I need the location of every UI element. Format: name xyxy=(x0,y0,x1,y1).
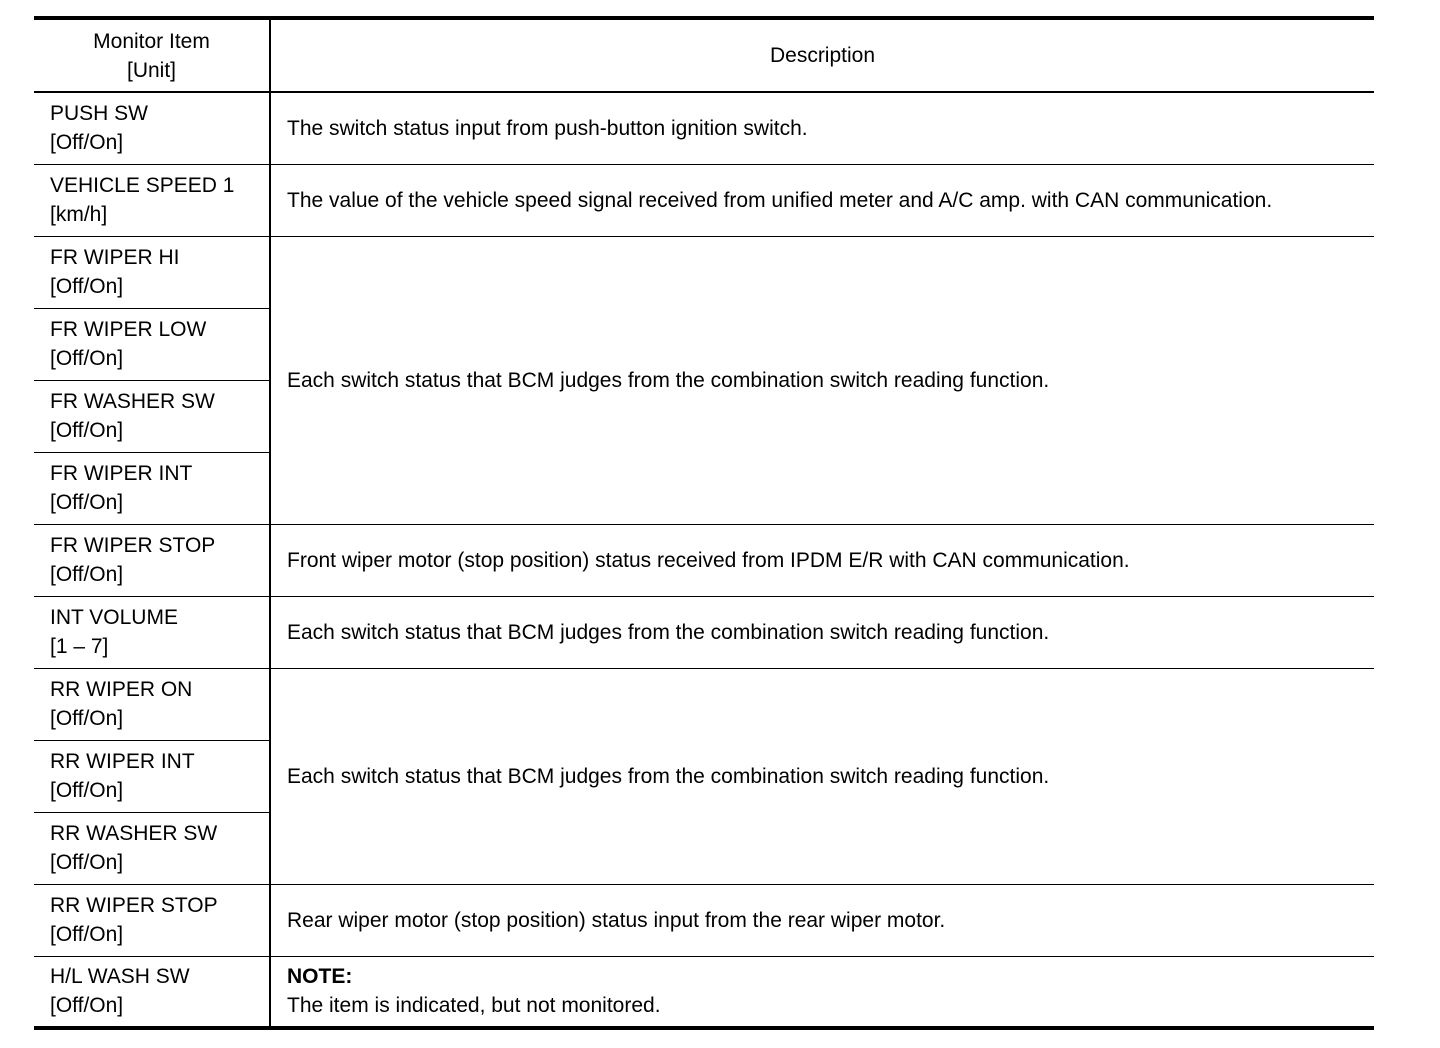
monitor-item-unit: [Off/On] xyxy=(50,707,124,730)
monitor-item-cell xyxy=(34,596,270,668)
table-row xyxy=(34,956,1374,1028)
monitor-item-cell xyxy=(34,164,270,236)
note-cell xyxy=(270,956,1374,1028)
monitor-item-unit: [Off/On] xyxy=(50,131,124,155)
header-description: Description xyxy=(270,18,1374,92)
table-row xyxy=(34,596,1374,668)
monitor-item-name: INT VOLUME xyxy=(50,606,178,629)
table-row xyxy=(34,884,1374,956)
description-cell: Each switch status that BCM judges from the combination switch reading function. xyxy=(270,668,1374,884)
monitor-item-unit: [1 – 7] xyxy=(50,635,109,658)
header-monitor-item xyxy=(34,18,270,92)
monitor-item-name: FR WASHER SW xyxy=(50,390,215,413)
monitor-item-unit: [Off/On] xyxy=(50,419,124,442)
header-unit-label: [Unit] xyxy=(126,58,176,82)
description-cell: Front wiper motor (stop position) status received from IPDM E/R with CAN communication. xyxy=(270,524,1374,596)
description-cell: The switch status input from push-button ignition switch. xyxy=(270,92,1374,164)
monitor-item-unit: [Off/On] xyxy=(50,851,124,874)
description-cell: Rear wiper motor (stop position) status input from the rear wiper motor. xyxy=(270,884,1374,956)
monitor-item-cell xyxy=(34,956,270,1028)
header-monitor-item-label: Monitor Item xyxy=(93,29,210,53)
monitor-item-name: FR WIPER INT xyxy=(50,462,193,485)
monitor-item-name: H/L WASH SW xyxy=(50,965,190,989)
monitor-item-cell xyxy=(34,524,270,596)
monitor-item-name: RR WIPER INT xyxy=(50,750,195,773)
monitor-item-cell xyxy=(34,236,270,308)
monitor-item-unit: [Off/On] xyxy=(50,779,124,802)
monitor-item-name: VEHICLE SPEED 1 xyxy=(50,174,235,197)
monitor-item-cell xyxy=(34,452,270,524)
monitor-item-unit: [Off/On] xyxy=(50,563,124,586)
table-row xyxy=(34,236,1374,308)
monitor-item-cell xyxy=(34,92,270,164)
monitor-item-cell xyxy=(34,812,270,884)
description-cell: Each switch status that BCM judges from the combination switch reading function. xyxy=(270,236,1374,524)
monitor-item-unit: [Off/On] xyxy=(50,491,124,514)
monitor-item-name: RR WIPER ON xyxy=(50,678,193,701)
monitor-item-name: PUSH SW xyxy=(50,102,149,126)
monitor-item-name: RR WASHER SW xyxy=(50,822,218,845)
monitor-item-name: RR WIPER STOP xyxy=(50,894,218,917)
monitor-item-cell xyxy=(34,740,270,812)
monitor-item-table xyxy=(34,16,1374,1030)
monitor-item-name: FR WIPER STOP xyxy=(50,534,216,557)
monitor-item-unit: [Off/On] xyxy=(50,347,124,370)
monitor-item-name: FR WIPER HI xyxy=(50,246,180,269)
monitor-item-name: FR WIPER LOW xyxy=(50,318,207,341)
monitor-item-unit: [km/h] xyxy=(50,203,108,226)
monitor-item-unit: [Off/On] xyxy=(50,275,124,298)
description-cell: Each switch status that BCM judges from the combination switch reading function. xyxy=(270,596,1374,668)
note-label: NOTE: xyxy=(287,965,353,989)
monitor-item-cell xyxy=(34,308,270,380)
table-row xyxy=(34,668,1374,740)
note-text: The item is indicated, but not monitored. xyxy=(287,994,661,1018)
monitor-item-unit: [Off/On] xyxy=(50,994,124,1018)
description-cell: The value of the vehicle speed signal received from unified meter and A/C amp. with CAN communication. xyxy=(270,164,1374,236)
table-row xyxy=(34,524,1374,596)
table-row xyxy=(34,92,1374,164)
table-header-row xyxy=(34,18,1374,92)
table-row xyxy=(34,164,1374,236)
monitor-item-cell xyxy=(34,668,270,740)
monitor-item-unit: [Off/On] xyxy=(50,923,124,946)
monitor-item-cell xyxy=(34,884,270,956)
monitor-item-cell xyxy=(34,380,270,452)
